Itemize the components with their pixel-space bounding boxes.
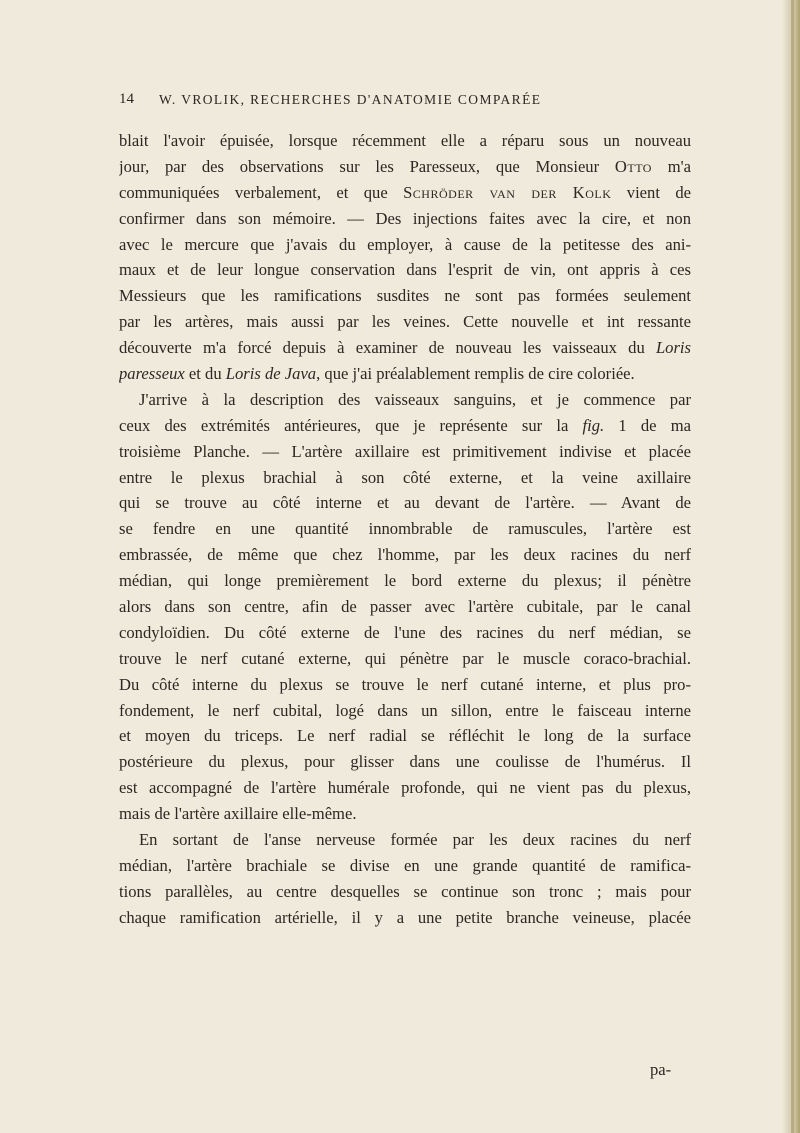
text-line: condyloïdien. Du côté externe de l'une des racines du nerf médian, se xyxy=(119,622,691,642)
text-line: médian, l'artère brachiale se divise en une grande quantité de ramifica- xyxy=(119,855,691,875)
body-text xyxy=(119,128,691,931)
text-line: maux et de leur longue conservation dans l'esprit de vin, ont appris à ces xyxy=(119,260,691,280)
page-edge-line xyxy=(791,0,794,1133)
text-line: mais de l'artère axillaire elle-même. xyxy=(119,804,357,824)
catchword: pa- xyxy=(650,1060,672,1079)
text-line: par les artères, mais aussi par les veines. Cette nouvelle et int ressante xyxy=(119,312,691,332)
text-line: jour, par des observations sur les Paresseux, que Monsieur Otto m'a xyxy=(119,156,691,176)
text-line: se fendre en une quantité innombrable de ramuscules, l'artère est xyxy=(119,519,691,539)
page-number: 14 xyxy=(119,91,134,107)
text-line: ceux des extrémités antérieures, que je représente sur la fig. 1 de ma xyxy=(119,415,691,435)
text-line: médian, qui longe premièrement le bord externe du plexus; il pénètre xyxy=(119,571,691,591)
text-line: avec le mercure que j'avais du employer, à cause de la petitesse des ani- xyxy=(119,234,691,254)
text-line: tions parallèles, au centre desquelles se continue son tronc ; mais pour xyxy=(119,881,691,901)
text-line: et moyen du triceps. Le nerf radial se réfléchit le long de la surface xyxy=(119,726,691,746)
text-line: trouve le nerf cutané externe, qui pénètre par le muscle coraco-brachial. xyxy=(119,648,691,668)
text-line: fondement, le nerf cubital, logé dans un sillon, entre le faisceau interne xyxy=(119,700,691,720)
text-line: Du côté interne du plexus se trouve le nerf cutané interne, et plus pro- xyxy=(119,674,691,694)
text-line: blait l'avoir épuisée, lorsque récemment elle a réparu sous un nouveau xyxy=(119,131,691,150)
text-line: embrassée, de même que chez l'homme, par les deux racines du nerf xyxy=(119,545,691,565)
text-line: postérieure du plexus, pour glisser dans une coulisse de l'humérus. Il xyxy=(119,752,691,772)
running-title: W. VROLIK, RECHERCHES D'ANATOMIE COMPARÉE xyxy=(159,92,542,107)
text-line: est accompagné de l'artère humérale profonde, qui ne vient pas du plexus, xyxy=(119,778,691,798)
text-line: Messieurs que les ramifications susdites ne sont pas formées seulement xyxy=(119,286,691,306)
text-line: entre le plexus brachial à son côté externe, et la veine axillaire xyxy=(119,467,691,487)
text-line: découverte m'a forcé depuis à examiner de nouveau les vaisseaux du Loris xyxy=(119,338,691,358)
text-line: En sortant de l'anse nerveuse formée par les deux racines du nerf xyxy=(139,830,691,850)
text-line: communiquées verbalement, et que Schröder van der Kolk vient de xyxy=(119,182,691,202)
text-line: qui se trouve au côté interne et au devant de l'artère. — Avant de xyxy=(119,493,691,513)
text-line: confirmer dans son mémoire. — Des injections faites avec la cire, et non xyxy=(119,208,691,228)
text-line: alors dans son centre, afin de passer avec l'artère cubitale, par le canal xyxy=(119,597,691,617)
text-line: J'arrive à la description des vaisseaux sanguins, et je commence par xyxy=(139,389,691,409)
text-line: troisième Planche. — L'artère axillaire est primitivement indivise et placée xyxy=(119,441,691,461)
text-line: paresseux et du Loris de Java, que j'ai préalablement remplis de cire coloriée. xyxy=(119,364,635,384)
text-line: chaque ramification artérielle, il y a une petite branche veineuse, placée xyxy=(119,907,691,927)
